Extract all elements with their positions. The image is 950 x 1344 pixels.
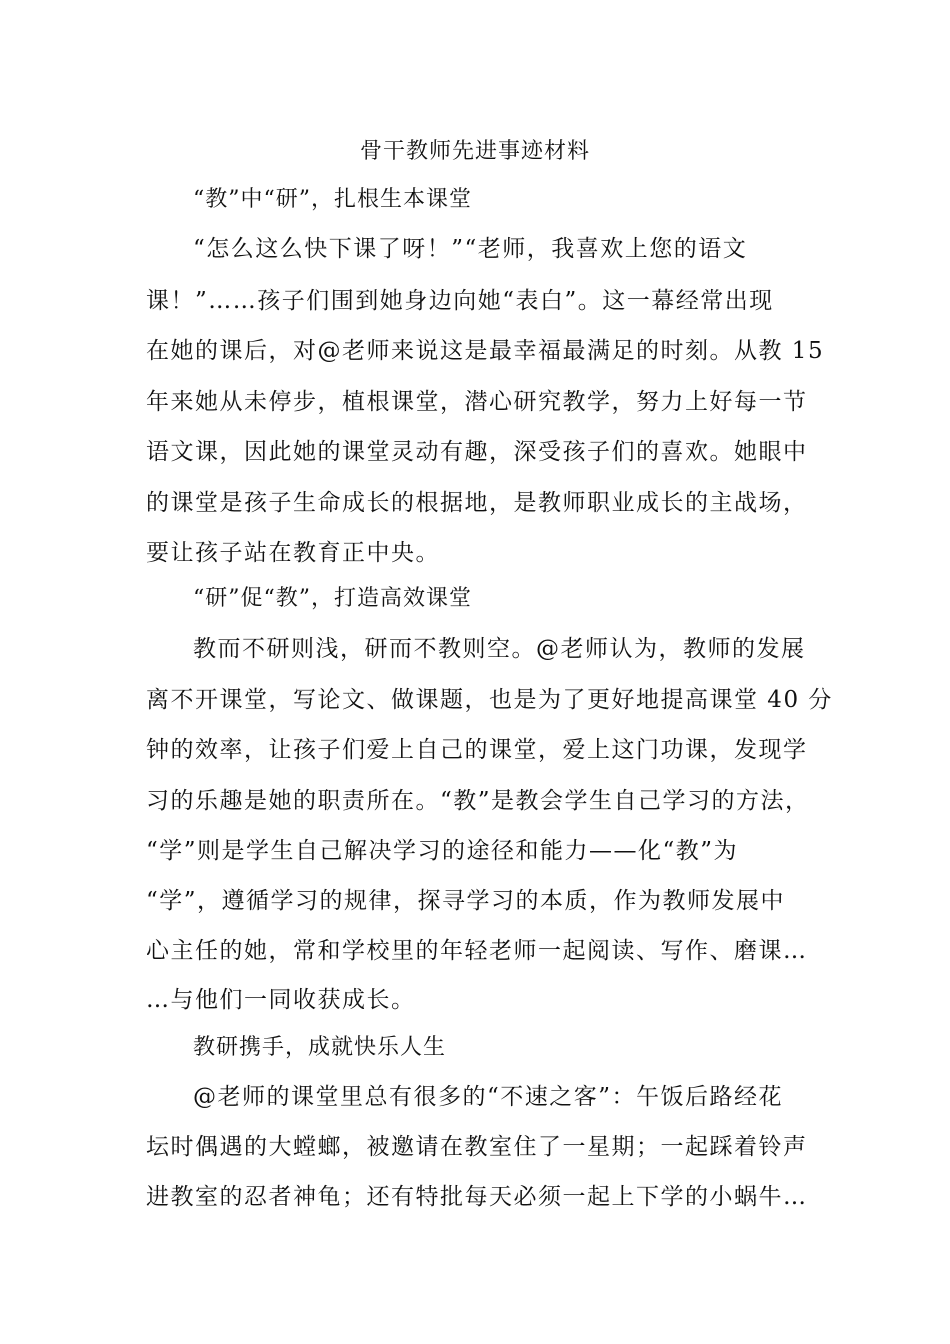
- paragraph-line: 教而不研则浅，研而不教则空。@老师认为，教师的发展: [193, 636, 806, 662]
- paragraph-line: @老师的课堂里总有很多的“不速之客”：午饭后路经花: [193, 1084, 784, 1110]
- paragraph-line: 年来她从未停步，植根课堂，潜心研究教学，努力上好每一节: [146, 389, 808, 415]
- paragraph-line: 的课堂是孩子生命成长的根据地，是教师职业成长的主战场，: [146, 490, 808, 516]
- paragraph-line: “学”，遵循学习的规律，探寻学习的本质，作为教师发展中: [146, 888, 786, 914]
- paragraph-line: 在她的课后，对@老师来说这是最幸福最满足的时刻。从教 15: [146, 338, 825, 364]
- paragraph-line: 语文课，因此她的课堂灵动有趣，深受孩子们的喜欢。她眼中: [146, 439, 808, 465]
- section-heading-3: 教研携手，成就快乐人生: [193, 1035, 447, 1060]
- paragraph-line: “学”则是学生自己解决学习的途径和能力——化“教”为: [146, 838, 739, 864]
- paragraph-line: 钟的效率，让孩子们爱上自己的课堂，爱上这门功课，发现学: [146, 737, 808, 763]
- paragraph-line: 习的乐趣是她的职责所在。“教”是教会学生自己学习的方法，: [146, 788, 810, 814]
- paragraph-line: 进教室的忍者神龟；还有特批每天必须一起上下学的小蜗牛…: [146, 1184, 808, 1210]
- paragraph-line: …与他们一同收获成长。: [146, 987, 416, 1013]
- document-title: 骨干教师先进事迹材料: [359, 139, 590, 164]
- paragraph-line: 离不开课堂，写论文、做课题，也是为了更好地提高课堂 40 分: [146, 687, 833, 713]
- paragraph-line: 要让孩子站在教育正中央。: [146, 540, 440, 566]
- section-heading-2: “研”促“教”，打造高效课堂: [193, 586, 472, 611]
- paragraph-line: 心主任的她，常和学校里的年轻老师一起阅读、写作、磨课…: [146, 938, 808, 964]
- paragraph-line: 坛时偶遇的大螳螂，被邀请在教室住了一星期；一起踩着铃声: [146, 1134, 808, 1160]
- section-heading-1: “教”中“研”，扎根生本课堂: [193, 187, 472, 212]
- paragraph-line: “怎么这么快下课了呀！”“老师，我喜欢上您的语文: [193, 236, 748, 262]
- paragraph-line: 课！”……孩子们围到她身边向她“表白”。这一幕经常出现: [146, 288, 774, 314]
